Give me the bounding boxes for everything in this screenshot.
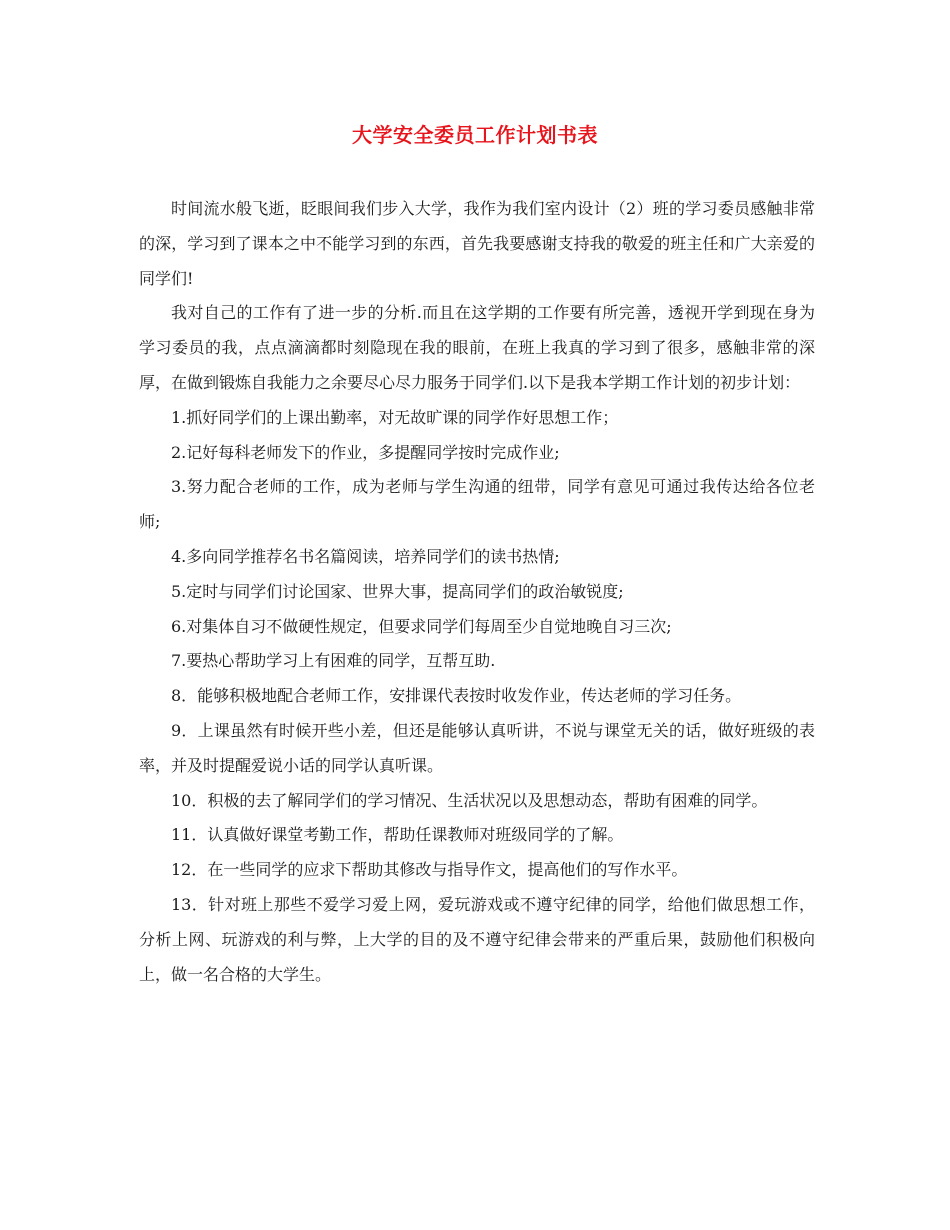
document-body [139,192,815,992]
paragraph-intro: 时间流水般飞逝，眨眼间我们步入大学，我作为我们室内设计（2）班的学习委员感触非常的深，学习到了课本之中不能学习到的东西，首先我要感谢支持我的敬爱的班主任和广大亲爱的同学们! [139,199,815,288]
plan-item-4: 4.多向同学推荐名书名篇阅读，培养同学们的读书热情; [171,546,560,566]
plan-item-10: 10．积极的去了解同学们的学习情况、生活状况以及思想动态，帮助有困难的同学。 [171,790,768,810]
plan-item-12: 12．在一些同学的应求下帮助其修改与指导作文，提高他们的写作水平。 [171,860,688,880]
document-title: 大学安全委员工作计划书表 [352,123,598,147]
plan-item-7: 7.要热心帮助学习上有困难的同学，互帮互助. [171,651,496,671]
plan-item-1: 1.抓好同学们的上课出勤率，对无故旷课的同学作好思想工作； [171,407,619,427]
plan-item-2: 2.记好每科老师发下的作业，多提醒同学按时完成作业; [171,442,560,462]
plan-item-13: 13．针对班上那些不爱学习爱上网，爱玩游戏或不遵守纪律的同学，给他们做思想工作，分析上网、玩游戏的利与弊，上大学的目的及不遵守纪律会带来的严重后果，鼓励他们积极向上，做一名合格的大学生。 [139,894,815,984]
paragraph-analysis: 我对自己的工作有了进一步的分析.而且在这学期的工作要有所完善，透视开学到现在身为学习委员的我，点点滴滴都时刻隐现在我的眼前，在班上我真的学习到了很多，感触非常的深厚，在做到锻炼自我能力之余要尽心尽力服务于同学们.以下是我本学期工作计划的初步计划： [139,303,815,392]
plan-item-3: 3.努力配合老师的工作，成为老师与学生沟通的纽带，同学有意见可通过我传达给各位老师; [139,477,815,532]
plan-item-8: 8．能够积极地配合老师工作，安排课代表按时收发作业，传达老师的学习任务。 [171,686,742,706]
plan-item-6: 6.对集体自习不做硬性规定，但要求同学们每周至少自觉地晚自习三次; [171,616,672,636]
plan-item-5: 5.定时与同学们讨论国家、世界大事，提高同学们的政治敏锐度; [171,581,624,601]
plan-item-9: 9．上课虽然有时候开些小差，但还是能够认真听讲，不说与课堂无关的话，做好班级的表率，并及时提醒爱说小话的同学认真听课。 [139,720,815,775]
plan-item-11: 11．认真做好课堂考勤工作，帮助任课教师对班级同学的了解。 [171,825,624,845]
